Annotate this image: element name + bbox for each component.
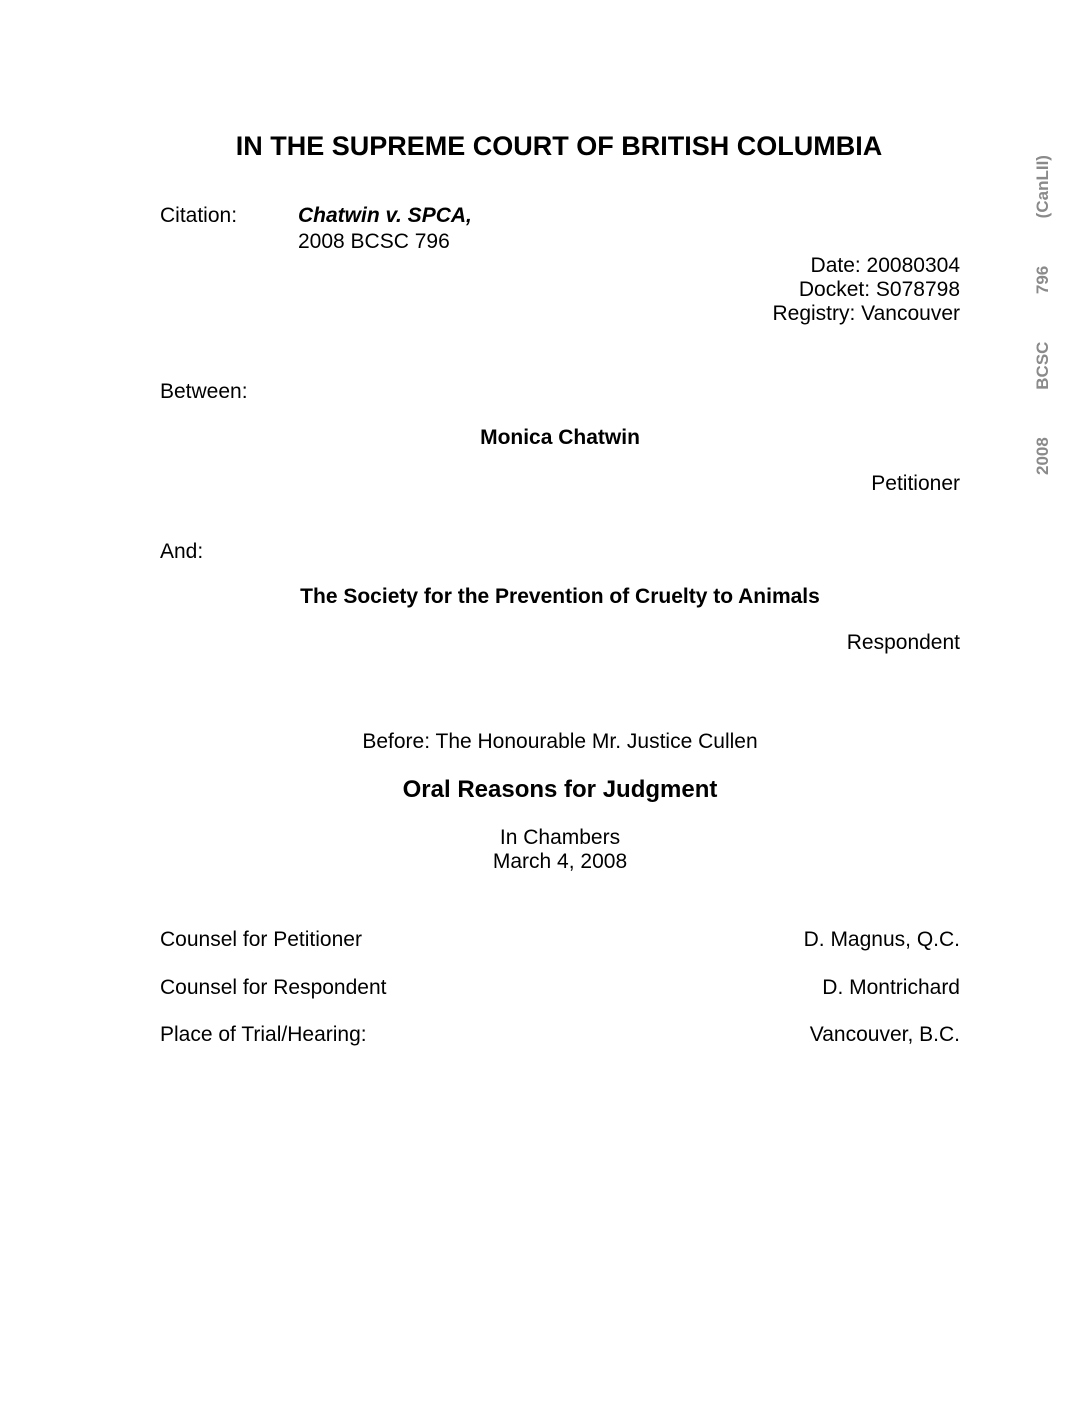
citation-case-name: Chatwin v. SPCA, [298,204,472,227]
counsel-respondent-label: Counsel for Respondent [160,976,387,999]
watermark-number: 796 [1033,265,1052,295]
watermark-year: 2008 [1033,437,1052,475]
watermark-source: (CanLII) [1033,155,1052,219]
citation-label: Citation: [160,204,238,227]
hearing-place-value: Vancouver, B.C. [809,1023,960,1046]
petitioner-name: Monica Chatwin [480,426,640,449]
before-judge: Before: The Honourable Mr. Justice Cullen [362,730,758,753]
file-docket: Docket: S078798 [798,278,960,301]
counsel-respondent-value: D. Montrichard [822,976,960,999]
respondent-role: Respondent [846,631,960,654]
between-label: Between: [160,380,248,403]
hearing-place-label: Place of Trial/Hearing: [160,1023,367,1046]
petitioner-role: Petitioner [871,472,960,495]
file-date: Date: 20080304 [810,254,960,277]
counsel-petitioner-value: D. Magnus, Q.C. [803,928,960,951]
sitting-venue: In Chambers [499,826,621,849]
watermark-reporter: BCSC [1033,341,1052,390]
court-title: IN THE SUPREME COURT OF BRITISH COLUMBIA [235,131,883,161]
file-registry: Registry: Vancouver [772,302,960,325]
and-label: And: [160,540,204,563]
respondent-name: The Society for the Prevention of Cruelty to Animals [300,585,820,608]
citation-neutral: 2008 BCSC 796 [298,230,450,253]
counsel-petitioner-label: Counsel for Petitioner [160,928,362,951]
sitting-date: March 4, 2008 [492,850,628,873]
judgment-title: Oral Reasons for Judgment [402,776,718,803]
